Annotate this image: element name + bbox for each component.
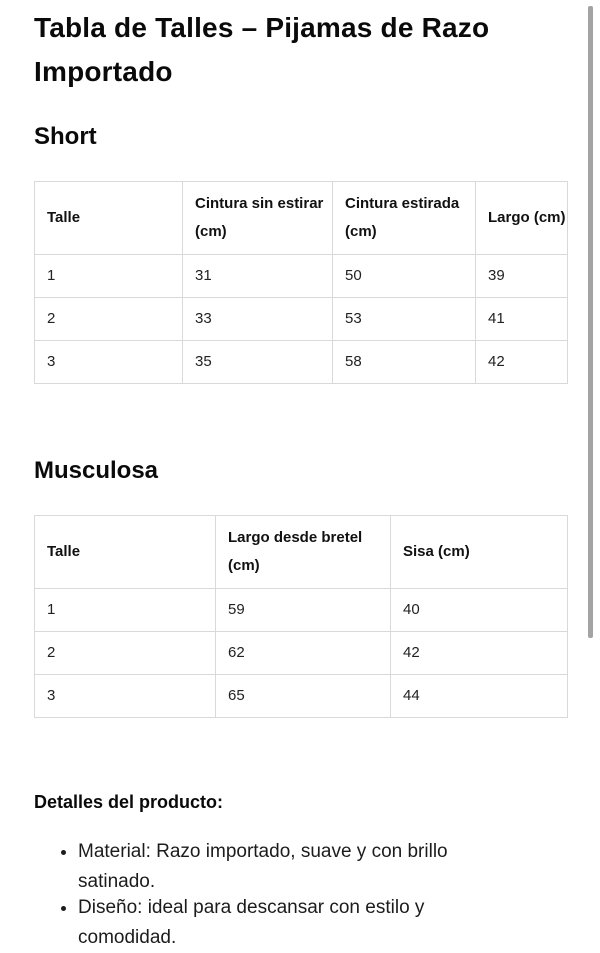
cell-largo: 42: [476, 341, 568, 384]
table-row: [35, 298, 568, 341]
header-label-unit: (cm): [195, 223, 227, 240]
detail-item-partial: • Diseño: ideal para descansar con estilo y comodidad.: [78, 893, 514, 953]
cell-talle: 1: [35, 255, 183, 298]
details-heading: Detalles del producto:: [34, 792, 224, 812]
header-label: Largo (cm): [488, 209, 566, 226]
cell-cintura-estirada: 58: [333, 341, 476, 384]
column-header-talle: [35, 516, 216, 589]
cell-cintura-sin-estirar: 31: [183, 255, 333, 298]
table-row: [35, 341, 568, 384]
table-row: [35, 255, 568, 298]
cell-talle: 3: [35, 341, 183, 384]
table-row: [35, 675, 568, 718]
header-label-unit: (cm): [228, 557, 260, 574]
musculosa-section-heading: Musculosa: [34, 457, 159, 484]
page-title: Tabla de Talles – Pijamas de Razo Importado: [34, 12, 490, 87]
musculosa-size-table: [34, 515, 568, 718]
header-label: Largo desde bretel: [228, 529, 363, 546]
header-label: Cintura sin estirar: [195, 195, 324, 212]
header-label-unit: (cm): [345, 223, 377, 240]
column-header-cintura-sin-estirar: [183, 182, 333, 255]
cell-largo-desde-bretel: 59: [216, 589, 391, 632]
table-header-row: [35, 516, 568, 589]
header-label: Talle: [47, 543, 81, 560]
header-label: Cintura estirada: [345, 195, 460, 212]
column-header-largo: [476, 182, 568, 255]
vertical-scrollbar-thumb[interactable]: [588, 6, 593, 638]
short-section-heading: Short: [34, 123, 97, 150]
detail-item-material: • Material: Razo importado, suave y con brillo satinado.: [78, 837, 514, 897]
cell-cintura-estirada: 53: [333, 298, 476, 341]
column-header-cintura-estirada: [333, 182, 476, 255]
column-header-sisa: [391, 516, 568, 589]
cell-largo: 41: [476, 298, 568, 341]
cell-largo: 39: [476, 255, 568, 298]
cell-talle: 2: [35, 298, 183, 341]
header-label: Talle: [47, 209, 81, 226]
cell-talle: 1: [35, 589, 216, 632]
short-size-table: [34, 181, 568, 384]
cell-cintura-sin-estirar: 33: [183, 298, 333, 341]
table-header-row: [35, 182, 568, 255]
table-row: [35, 589, 568, 632]
column-header-talle: [35, 182, 183, 255]
cell-sisa: 44: [391, 675, 568, 718]
cell-cintura-estirada: 50: [333, 255, 476, 298]
cell-largo-desde-bretel: 62: [216, 632, 391, 675]
cell-talle: 3: [35, 675, 216, 718]
table-row: [35, 632, 568, 675]
header-label: Sisa (cm): [403, 543, 470, 560]
cell-cintura-sin-estirar: 35: [183, 341, 333, 384]
details-list: [34, 837, 514, 953]
cell-talle: 2: [35, 632, 216, 675]
cell-sisa: 40: [391, 589, 568, 632]
document-body: [34, 6, 567, 953]
cell-largo-desde-bretel: 65: [216, 675, 391, 718]
cell-sisa: 42: [391, 632, 568, 675]
column-header-largo-desde-bretel: [216, 516, 391, 589]
